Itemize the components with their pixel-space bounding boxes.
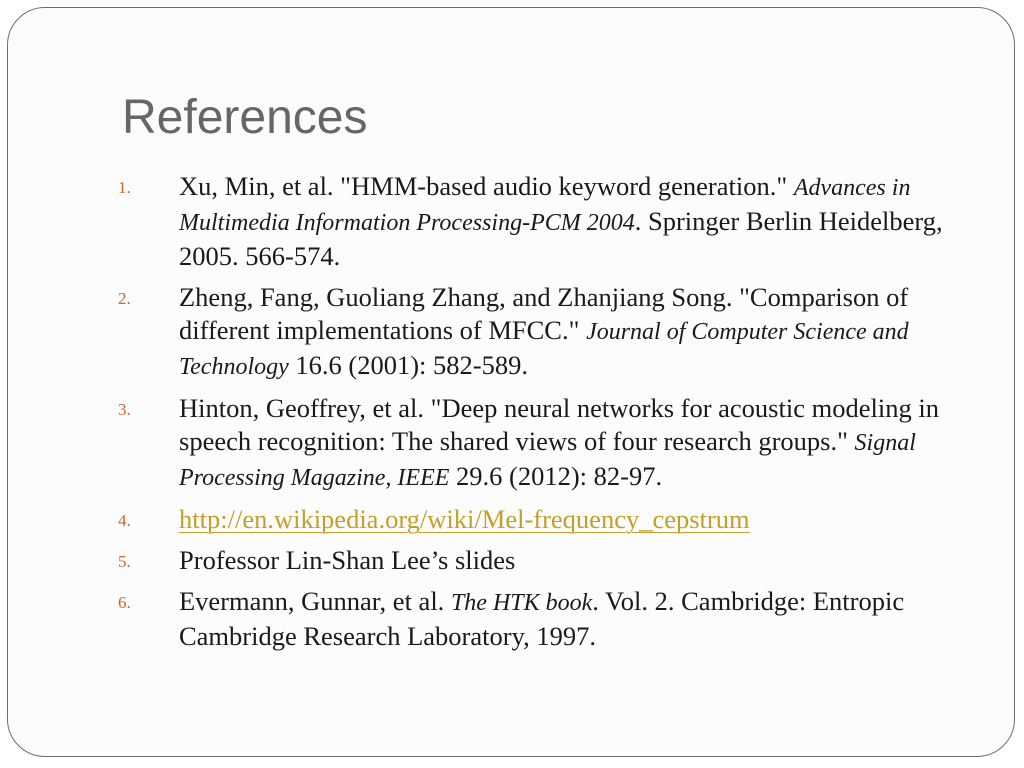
reference-number: 2. bbox=[118, 289, 131, 308]
reference-number: 4. bbox=[118, 511, 131, 530]
reference-item-1 bbox=[118, 170, 978, 273]
reference-source-italic: Journal of Computer Science and Technology bbox=[179, 319, 909, 380]
reference-text: Evermann, Gunnar, et al. bbox=[179, 586, 451, 616]
reference-item-6 bbox=[118, 585, 978, 653]
reference-item-5 bbox=[118, 544, 978, 577]
reference-source-italic: Advances in Multimedia Information Processing-PCM 2004 bbox=[179, 175, 911, 236]
reference-details: . Vol. 2. Cambridge: Entropic Cambridge Research Laboratory, 1997. bbox=[179, 586, 905, 651]
reference-number: 1. bbox=[118, 178, 131, 197]
slide-title: References bbox=[122, 91, 368, 144]
reference-number: 6. bbox=[118, 593, 131, 612]
reference-details: . Springer Berlin Heidelberg, 2005. 566-574. bbox=[179, 206, 943, 271]
reference-details: 16.6 (2001): 582-589. bbox=[288, 350, 528, 380]
reference-item-2 bbox=[118, 281, 978, 384]
slide bbox=[7, 7, 1015, 757]
reference-source-italic: The HTK book bbox=[450, 590, 593, 616]
wikipedia-mfcc-link[interactable]: http://en.wikipedia.org/wiki/Mel-frequency_cepstrum bbox=[179, 504, 750, 534]
reference-item-4 bbox=[118, 503, 978, 536]
reference-source-italic: Signal Processing Magazine, IEEE bbox=[179, 430, 916, 491]
reference-number: 3. bbox=[118, 400, 131, 419]
reference-number: 5. bbox=[118, 552, 131, 571]
reference-details: 29.6 (2012): 82-97. bbox=[449, 461, 663, 491]
reference-text: Professor Lin-Shan Lee’s slides bbox=[179, 545, 516, 575]
reference-text: Xu, Min, et al. "HMM-based audio keyword generation." bbox=[179, 171, 794, 201]
reference-item-3 bbox=[118, 392, 978, 495]
reference-text: Hinton, Geoffrey, et al. "Deep neural networks for acoustic modeling in speech recognition: The shared views of four research groups." bbox=[179, 393, 939, 456]
reference-text: Zheng, Fang, Guoliang Zhang, and Zhanjiang Song. "Comparison of different implementations of MFCC." bbox=[179, 282, 909, 345]
reference-list bbox=[118, 170, 978, 661]
